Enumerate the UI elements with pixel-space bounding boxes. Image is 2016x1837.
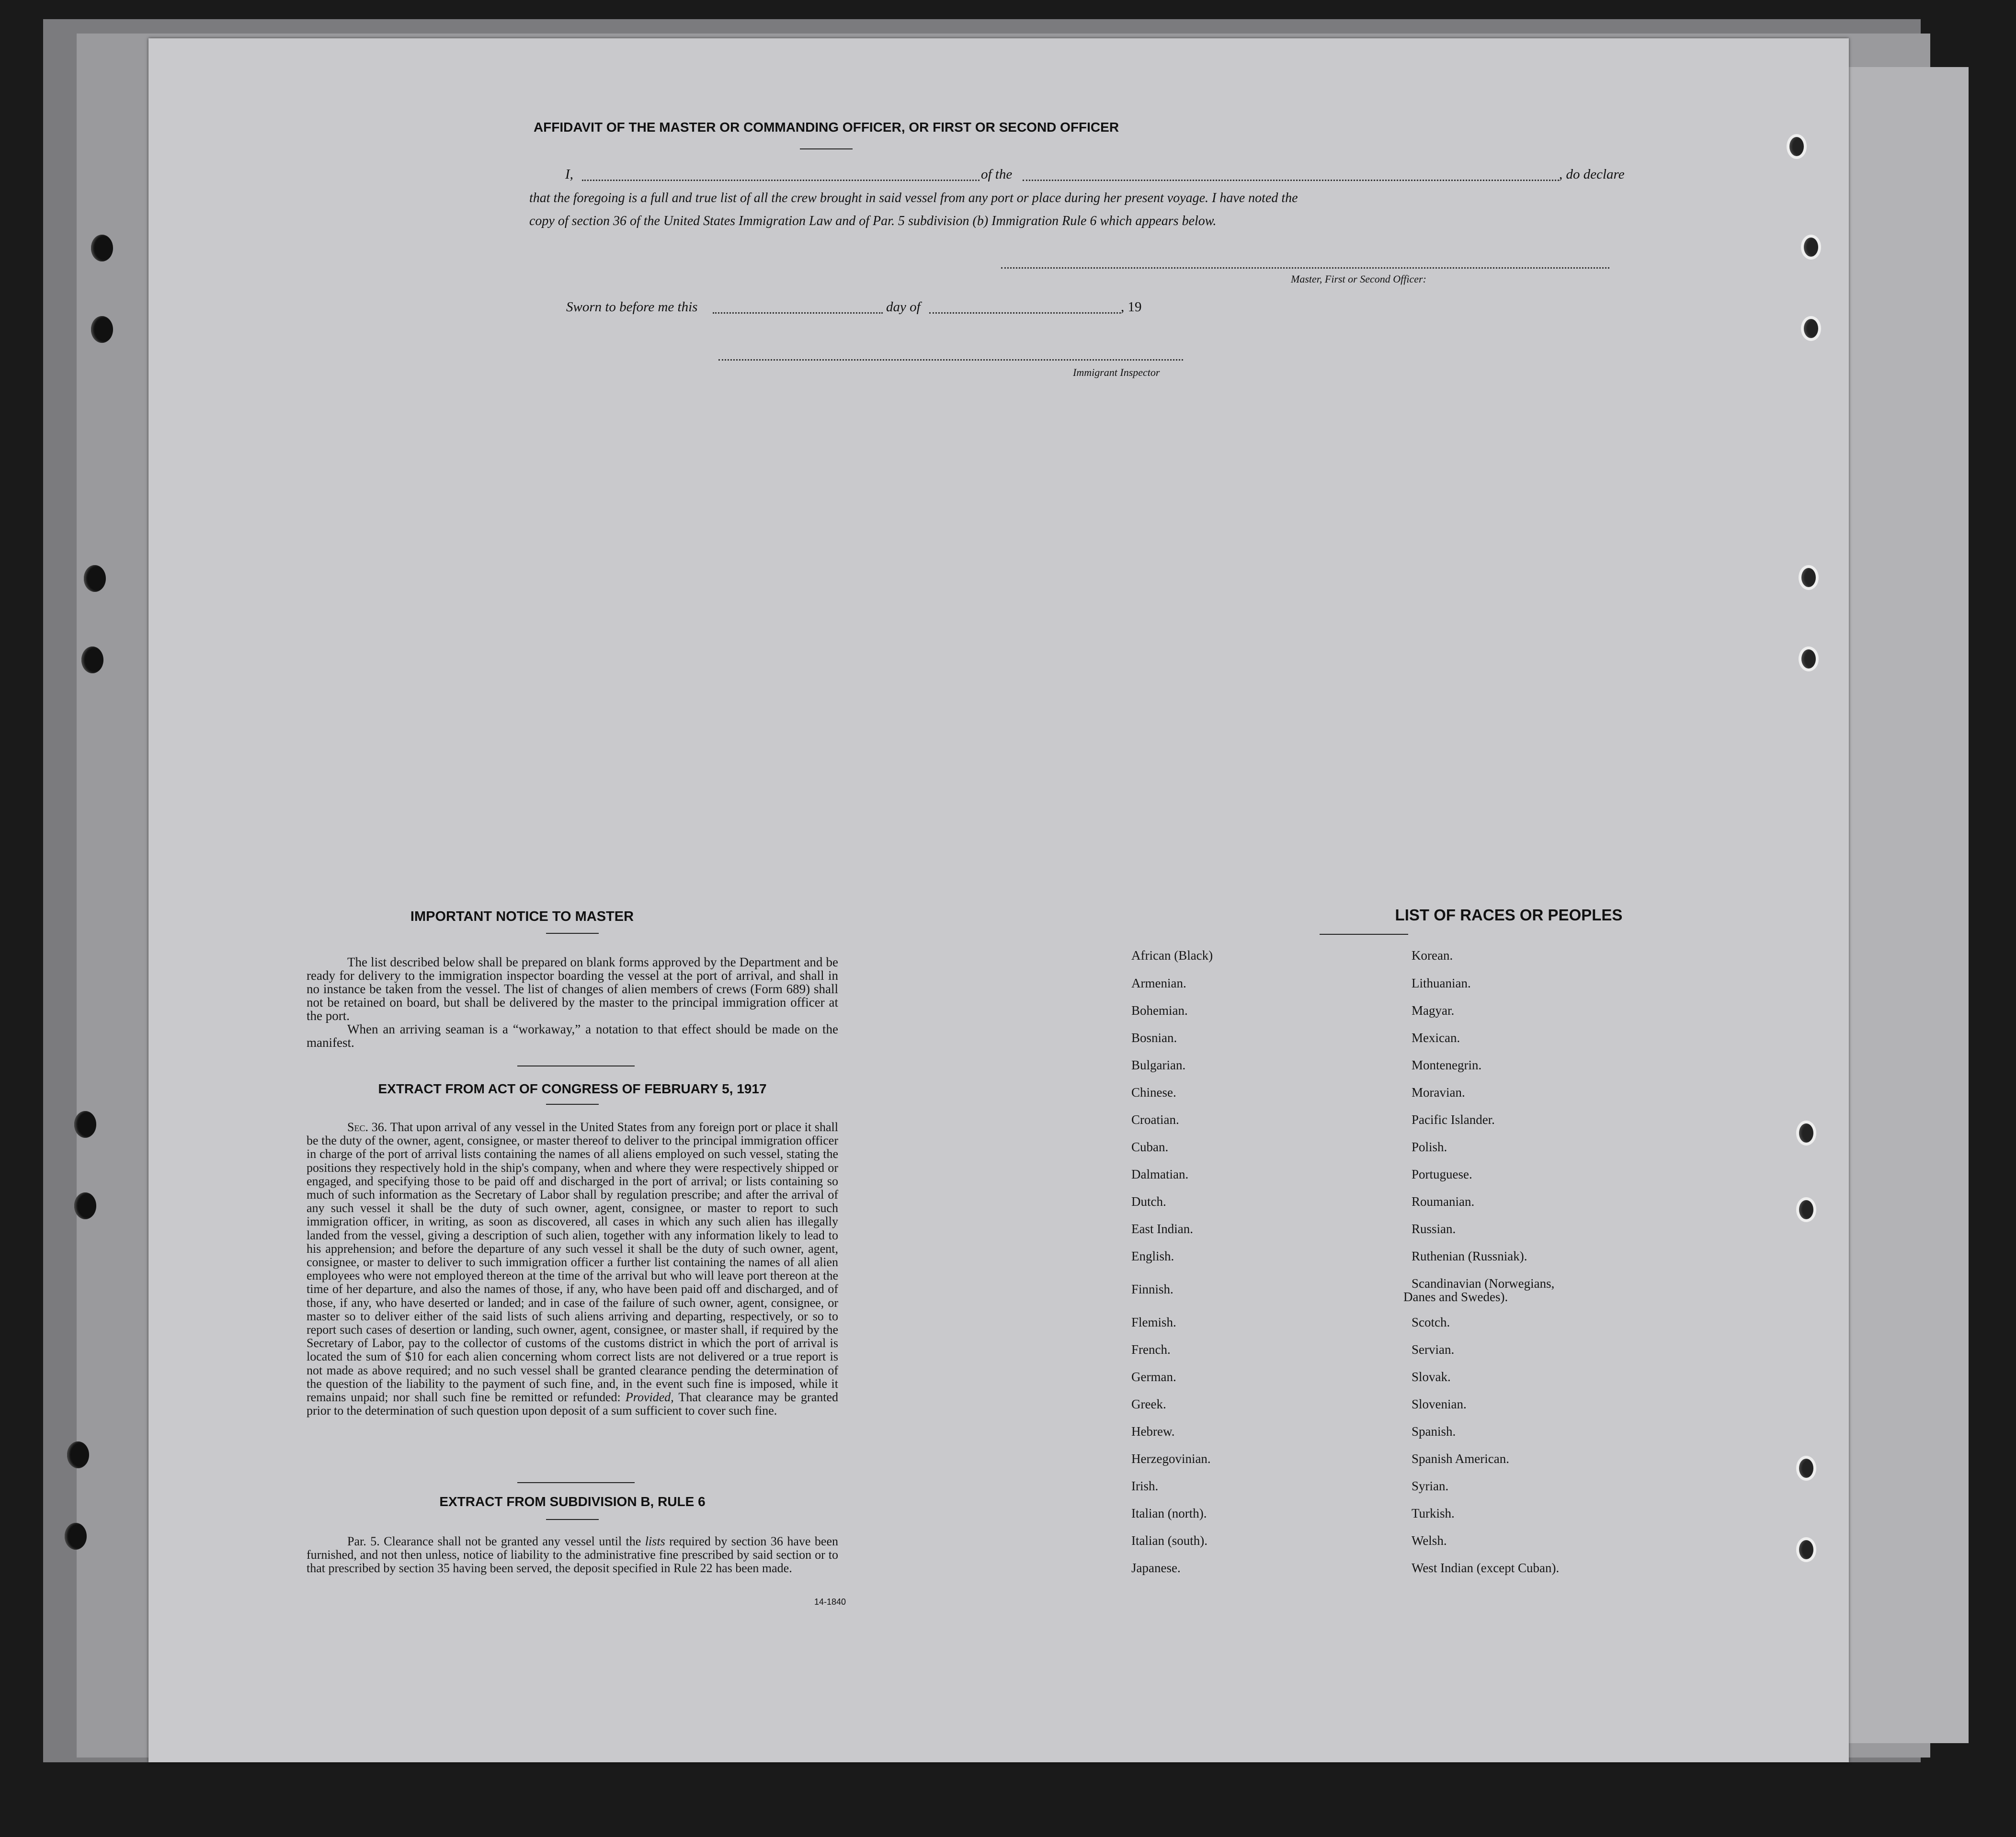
section-text-end: That clearance may be granted prior to the determination of such question upon deposit of a sum sufficient to cover such fine.	[307, 1390, 838, 1418]
binder-hole	[1787, 134, 1807, 159]
race-entry: English.	[1131, 1249, 1174, 1263]
i-label: I,	[565, 167, 573, 182]
affidavit-title: AFFIDAVIT OF THE MASTER OR COMMANDING OFFICER, OR FIRST OR SECOND OFFICER	[533, 120, 1119, 135]
race-entry: Portuguese.	[1412, 1167, 1472, 1181]
race-entry: Dutch.	[1131, 1194, 1166, 1209]
race-entry: Slovak.	[1412, 1370, 1451, 1384]
race-entry: Polish.	[1412, 1140, 1447, 1154]
race-entry: Lithuanian.	[1412, 976, 1471, 990]
binder-hole	[1801, 316, 1821, 341]
signature-label: Master, First or Second Officer:	[1291, 273, 1426, 285]
race-entry: Ruthenian (Russniak).	[1412, 1249, 1527, 1263]
binder-hole	[1799, 646, 1819, 671]
binder-hole	[1801, 235, 1821, 260]
provided-label: Provided,	[625, 1390, 674, 1405]
race-entry: Italian (south).	[1131, 1533, 1207, 1548]
race-entry: Flemish.	[1131, 1315, 1176, 1329]
race-entry: Moravian.	[1412, 1085, 1465, 1100]
race-entry: Welsh.	[1412, 1533, 1447, 1548]
race-entry: Roumanian.	[1412, 1194, 1475, 1209]
binder-hole	[1799, 565, 1819, 590]
divider	[517, 1482, 635, 1483]
race-entry: West Indian (except Cuban).	[1412, 1561, 1560, 1575]
divider	[800, 148, 853, 149]
binder-hole	[1796, 1537, 1816, 1562]
race-entry: Mexican.	[1412, 1031, 1460, 1045]
document-page	[148, 38, 1849, 1762]
race-entry: Bosnian.	[1131, 1031, 1177, 1045]
sworn-month-field[interactable]	[929, 312, 1121, 314]
binder-hole	[91, 316, 113, 343]
race-entry: Bulgarian.	[1131, 1058, 1186, 1072]
divider	[1320, 934, 1408, 935]
binder-hole	[1796, 1456, 1816, 1481]
sworn-day-field[interactable]	[713, 312, 883, 314]
binder-hole	[74, 1111, 96, 1138]
race-entry: Danes and Swedes).	[1403, 1290, 1508, 1304]
affidavit-line1	[565, 167, 1619, 186]
race-entry: East Indian.	[1131, 1222, 1193, 1236]
binder-hole	[67, 1441, 89, 1468]
race-entry: Dalmatian.	[1131, 1167, 1189, 1181]
section-label: Sec. 36.	[347, 1120, 387, 1134]
notice-paragraph: The list described below shall be prepared on blank forms approved by the Department and be ready for delivery to the immigration inspector boarding the vessel at the port of arrival, and shall in no instance be taken from the vessel. The list of changes of alien members of crews (Form 689) shall not be retained on board, but shall be delivered by the master to the principal immigration officer at the port.	[307, 955, 838, 1023]
extract-act-body	[307, 1121, 838, 1417]
binder-hole	[1796, 1121, 1816, 1145]
divider	[546, 933, 599, 934]
binder-hole	[1796, 1197, 1816, 1222]
section-text: That upon arrival of any vessel in the United States from any foreign port or place it shall be the duty of the owner, agent, consignee, or master thereof to deliver to the principal immigration officer in charge of the port of arrival lists containing the names of all aliens employed on such vessel, stating the positions they respectively hold in the ship's company, when and where they were respectively shipped or engaged, and specifying those to be paid off and discharged in the port of arrival; or lists containing so much of such information as the Secretary of Labor shall by regulation prescribe; and after the arrival of any such vessel it shall be the duty of such owner, agent, consignee, or master to report to such immigration officer, in writing, as soon as discovered, all cases in which any such alien has illegally landed from the vessel, giving a description of such alien, together with any information likely to lead to his apprehension; and before the departure of any such vessel it shall be the duty of such owner, agent, consignee, or master to deliver to such immigration officer a further list containing the names of all alien employees who were not employed thereon at the time of the arrival but who will leave port thereon at the time of her departure, and also the names of those, if any, who have been paid off and discharged, and of those, if any, who have deserted or landed; and in case of the failure of such owner, agent, consignee, or master so to deliver either of the said lists of such aliens arriving and departing, respectively, or so to report such cases of desertion or landing, such owner, agent, consignee, or master shall, if required by the Secretary of Labor, pay to the collector of customs of the customs district in which the port of arrival is located the sum of $10 for each alien concerning whom correct lists are not delivered or a true report is not made as above required; and no such vessel shall be granted clearance pending the determination of the question of the liability to the payment of such fine, and, in the event such fine is imposed, while it remains unpaid; nor shall such fine be remitted or refunded:	[307, 1120, 838, 1405]
notice-paragraph: When an arriving seaman is a “workaway,” a notation to that effect should be made on the manifest.	[307, 1022, 838, 1050]
binder-hole	[91, 235, 113, 261]
race-entry: German.	[1131, 1370, 1176, 1384]
extract-act-title: EXTRACT FROM ACT OF CONGRESS OF FEBRUARY 5, 1917	[378, 1081, 767, 1096]
binder-hole	[81, 646, 103, 673]
binder-hole	[74, 1192, 96, 1219]
race-entry: Japanese.	[1131, 1561, 1181, 1575]
inspector-label: Immigrant Inspector	[1073, 366, 1160, 378]
race-entry: Magyar.	[1412, 1003, 1455, 1018]
affidavit-line3: copy of section 36 of the United States Immigration Law and of Par. 5 subdivision (b) Immigration Rule 6 which appears below.	[529, 214, 1217, 228]
race-entry: French.	[1131, 1342, 1171, 1357]
race-entry: Hebrew.	[1131, 1424, 1175, 1439]
of-the-label: of the	[981, 167, 1013, 182]
signature-field[interactable]	[1001, 267, 1609, 269]
inspector-signature-field[interactable]	[718, 359, 1183, 361]
race-entry: Chinese.	[1131, 1085, 1176, 1100]
sworn-label: Sworn to before me this	[566, 299, 698, 315]
race-entry: Russian.	[1412, 1222, 1456, 1236]
race-entry: Bohemian.	[1131, 1003, 1188, 1018]
extract-rule-body	[307, 1535, 838, 1575]
race-entry: Cuban.	[1131, 1140, 1169, 1154]
vessel-field[interactable]	[1023, 180, 1559, 181]
affidavit-line2: that the foregoing is a full and true list of all the crew brought in said vessel from any port or place during her present voyage. I have noted the	[529, 191, 1298, 205]
divider	[546, 1104, 599, 1105]
divider	[546, 1519, 599, 1520]
race-entry: Slovenian.	[1412, 1397, 1467, 1411]
binder-hole	[84, 565, 106, 592]
background-sheet-edge	[1844, 67, 1969, 1743]
race-entry: Montenegrin.	[1412, 1058, 1482, 1072]
do-declare-label: , do declare	[1559, 167, 1625, 182]
race-entry: Croatian.	[1131, 1112, 1179, 1127]
notice-title: IMPORTANT NOTICE TO MASTER	[410, 909, 634, 924]
race-entry: Turkish.	[1412, 1506, 1455, 1520]
race-entry: Spanish.	[1412, 1424, 1456, 1439]
rule-lists: lists	[645, 1534, 665, 1548]
race-entry: Korean.	[1412, 948, 1453, 963]
notice-body	[307, 955, 838, 1049]
binder-hole	[65, 1523, 87, 1550]
race-entry: Armenian.	[1131, 976, 1186, 990]
name-field[interactable]	[582, 180, 980, 181]
rule-text-b: required by section 36 have been furnished, and not then unless, notice of liability to the administrative fine prescribed by said section or to that prescribed by section 35 having been served, the deposit specified in Rule 22 has been made.	[307, 1534, 839, 1575]
race-entry: Finnish.	[1131, 1282, 1173, 1296]
race-entry: African (Black)	[1131, 948, 1213, 963]
race-entry: Greek.	[1131, 1397, 1166, 1411]
race-entry: Scandinavian (Norwegians,	[1412, 1276, 1555, 1291]
races-title: LIST OF RACES OR PEOPLES	[1395, 906, 1623, 924]
race-entry: Syrian.	[1412, 1479, 1449, 1493]
day-of-label: day of	[886, 299, 921, 315]
race-entry: Italian (north).	[1131, 1506, 1207, 1520]
race-entry: Scotch.	[1412, 1315, 1450, 1329]
race-entry: Pacific Islander.	[1412, 1112, 1495, 1127]
race-entry: Herzegovinian.	[1131, 1451, 1211, 1466]
race-entry: Servian.	[1412, 1342, 1455, 1357]
rule-text-a: Par. 5. Clearance shall not be granted any vessel until the	[347, 1534, 641, 1548]
form-number: 14-1840	[814, 1597, 846, 1607]
race-entry: Spanish American.	[1412, 1451, 1509, 1466]
extract-rule-title: EXTRACT FROM SUBDIVISION B, RULE 6	[439, 1494, 706, 1509]
year-label: , 19	[1121, 299, 1142, 315]
race-entry: Irish.	[1131, 1479, 1159, 1493]
